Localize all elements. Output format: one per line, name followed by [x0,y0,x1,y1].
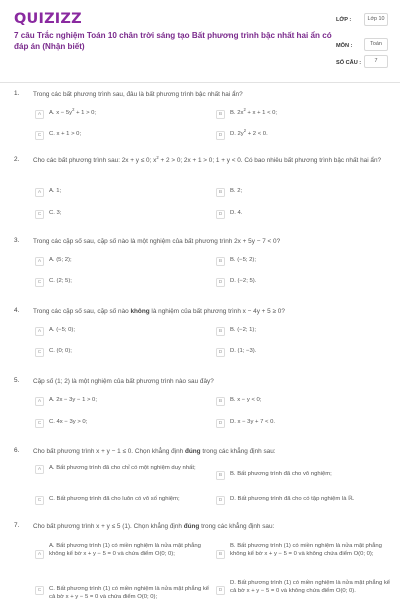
question-count-value: 7 [364,55,388,68]
option-text: A. Bất phương trình (1) có miền nghiệm là nửa mặt phẳng không kể bờ x + y − 5 = 0 và chứa điểm O(0; 0); [49,543,201,557]
option-letter: B [216,471,225,480]
option-c[interactable] [35,496,213,505]
question-text: Cặp số (1; 2) là một nghiệm của bất phương trình nào sau đây? [33,378,214,385]
option-letter: A [35,327,44,336]
option-b[interactable] [216,188,242,197]
question-text-start: Cho bất phương trình x + y ≤ 5 (1). Chọn khẳng định [33,523,184,530]
option-text: A. 1; [49,188,62,194]
option-letter: D [216,348,225,357]
option-text: A. (−5; 0); [49,327,76,333]
option-text: A. Bất phương trình đã cho chỉ có một nghiệm duy nhất; [49,465,196,471]
question-text-end: trong các khẳng định sau: [200,448,276,455]
question-number: 2. [14,156,20,163]
option-letter: C [35,348,44,357]
option-c[interactable] [35,348,72,357]
option-d[interactable] [216,210,242,219]
option-letter: A [35,110,44,119]
option-letter: A [35,188,44,197]
option-text: C. x + 1 > 0; [49,131,82,137]
option-text: C. 3; [49,210,62,216]
option-letter: A [35,397,44,406]
option-letter: B [216,257,225,266]
question-text-end: là nghiệm của bất phương trình x − 4y + 5 ≥ 0? [149,308,285,315]
option-c[interactable] [35,586,210,600]
option-letter: A [35,550,44,559]
option-text: B. (−2; 1); [230,327,257,333]
question-text-start: Trong các cặp số sau, cặp số nào [33,308,131,315]
option-letter: C [35,496,44,505]
option-letter: D [216,496,225,505]
question-text-start: Cho bất phương trình x + y − 1 ≤ 0. Chọn khẳng định [33,448,185,455]
question-number: 5. [14,377,20,384]
option-a[interactable] [35,465,210,474]
option-letter: C [35,419,44,428]
question-text [33,522,393,531]
option-c[interactable] [35,278,72,287]
question-number: 4. [14,307,20,314]
option-d[interactable] [216,496,394,505]
option-c[interactable] [35,131,81,140]
option-text: B. Bất phương trình đã cho vô nghiệm; [230,471,332,477]
option-letter: B [216,397,225,406]
class-label: LỚP : [336,17,352,23]
option-c[interactable] [35,210,61,219]
option-text: D. (−2; 5). [230,278,257,284]
option-a[interactable] [35,107,97,119]
option-text: D. (1; −3). [230,348,257,354]
option-text: D. x − 3y + 7 < 0. [230,419,276,425]
option-letter: B [216,110,225,119]
option-letter: D [216,586,225,595]
option-letter: C [35,586,44,595]
option-a[interactable] [35,257,72,266]
option-b[interactable] [216,471,394,480]
worksheet-title: 7 câu Trắc nghiệm Toán 10 chân trời sáng tạo Bất phương trình bậc nhất hai ẩn có đáp án (Nhận biết) [14,31,332,51]
option-text: B. 2; [230,188,243,194]
option-d[interactable] [216,128,268,140]
option-text: C. (2; 5); [49,278,72,284]
option-b[interactable] [216,257,256,266]
option-text: D. 4. [230,210,243,216]
option-d[interactable] [216,348,256,357]
subject-label: MÔN : [336,43,353,49]
option-text: B. (−5; 2); [230,257,257,263]
question-number: 6. [14,447,20,454]
option-a[interactable] [35,397,97,406]
emphasis-word: không [130,308,150,315]
option-text: D. Bất phương trình (1) có miền nghiệm là nửa mặt phẳng kể cả bờ x + y − 5 = 0 và không chứa điểm O(0; 0). [230,580,391,594]
option-letter: D [216,278,225,287]
option-letter: C [35,131,44,140]
class-value: Lớp 10 [364,13,388,26]
option-a[interactable] [35,327,75,336]
worksheet-header [0,0,400,82]
option-text: A. (5; 2); [49,257,72,263]
option-d[interactable] [216,419,275,428]
question-text [33,447,393,456]
option-letter: B [216,188,225,197]
option-b[interactable] [216,107,278,119]
question-text: Trong các bất phương trình sau, đâu là bất phương trình bậc nhất hai ẩn? [33,91,243,98]
option-letter: B [216,550,225,559]
option-letter: C [35,278,44,287]
question-text [33,307,393,316]
option-text: C. Bất phương trình (1) có miền nghiệm là nửa mặt phẳng kể cả bờ x + y − 5 = 0 và chứa điểm O(0; 0); [49,586,210,600]
question-text: Trong các cặp số sau, cặp số nào là một nghiệm của bất phương trình 2x + 5y − 7 < 0? [33,238,281,245]
option-text: C. Bất phương trình đã cho luôn có vô số nghiệm; [49,496,180,502]
option-text: B. Bất phương trình (1) có miền nghiệm là nửa mặt phẳng không kể bờ x + y − 5 = 0 và không chứa điểm O(0; 0); [230,543,382,557]
option-d[interactable] [216,278,256,287]
header-divider [0,82,400,83]
question-count-label: SỐ CÂU : [336,60,362,66]
option-b[interactable] [216,397,261,406]
quizizz-logo[interactable]: QUIZIZZ [14,11,82,27]
question-text: Cho các bất phương trình sau: 2x + y ≤ 0; $x^2 + 2 > 0$; 2x + 1 > 0; 1 + y < 0. Có bao nhiêu bất phương trình bậc nhất hai ẩn? [33,154,382,164]
option-text: B. x − y < 0; [230,397,262,403]
option-text: D. $2y^2 + 2 < 0$. [230,128,268,137]
option-text: A. 2x − 3y − 1 > 0; [49,397,97,403]
question-number: 1. [14,90,20,97]
emphasis-word: đúng [184,448,201,455]
option-letter: B [216,327,225,336]
option-letter: D [216,419,225,428]
option-b[interactable] [216,327,256,336]
question-text-end: trong các khẳng định sau: [199,523,275,530]
option-text: B. $2x^2 + x + 1 < 0$; [230,107,278,116]
question-number: 3. [14,237,20,244]
option-b[interactable] [216,543,394,559]
option-d[interactable] [216,580,394,596]
option-letter: D [216,210,225,219]
option-letter: C [35,210,44,219]
option-a[interactable] [35,188,61,197]
option-text: D. Bất phương trình đã cho có tập nghiệm là ℝ. [230,496,355,502]
option-text: A. $x - 5y^2 + 1 > 0$; [49,107,97,116]
option-c[interactable] [35,419,87,428]
question-number: 7. [14,522,20,529]
option-a[interactable] [35,543,210,559]
option-letter: D [216,131,225,140]
subject-value: Toán [364,38,388,51]
option-letter: A [35,257,44,266]
option-letter: A [35,465,44,474]
option-text: C. (0; 0); [49,348,72,354]
emphasis-word: đúng [183,523,200,530]
option-text: C. 4x − 3y > 0; [49,419,88,425]
